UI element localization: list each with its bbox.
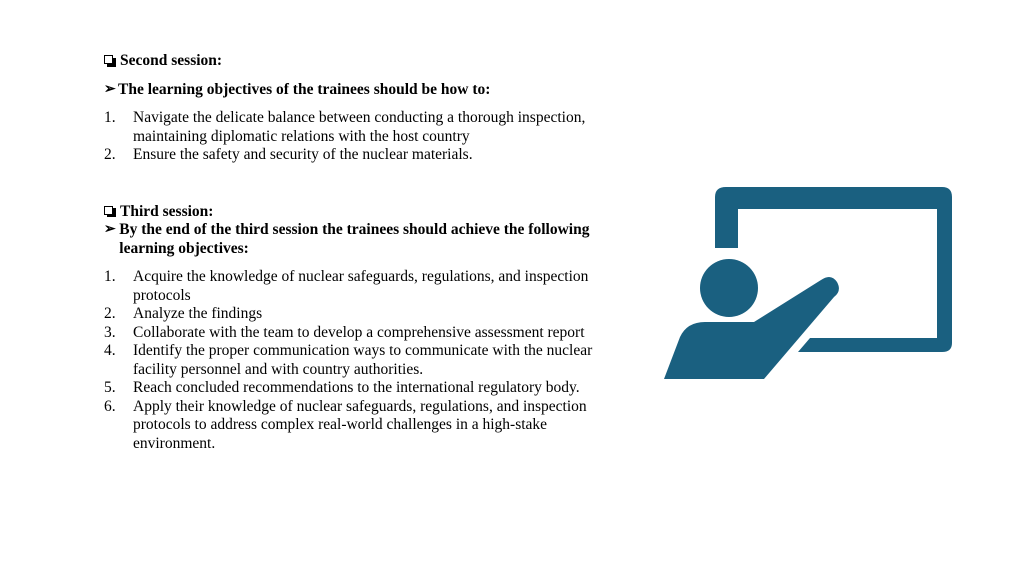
presenter-head [700,259,758,317]
checkbox-bullet-icon [104,206,113,215]
list-item: 2. Analyze the findings [104,305,263,322]
second-session-objectives-list [104,109,604,165]
presenter-at-whiteboard-icon [660,185,956,381]
list-item: 6. Apply their knowledge of nuclear safeguards, regulations, and inspection protocols to address complex real-world challenges in a high-stake environment. [104,397,587,452]
second-session-heading: Second session: [104,52,604,71]
arrow-bullet-icon: ➢ [104,222,116,237]
list-item: 4. Identify the proper communication ways to communicate with the nuclear facility personnel and with country authorities. [104,342,593,378]
checkbox-bullet-icon [104,55,113,64]
arrow-bullet-icon: ➢ [104,81,116,97]
third-session-objectives-list [104,268,604,453]
list-item: 1. Acquire the knowledge of nuclear safeguards, regulations, and inspection protocols [104,268,589,304]
list-item: 1. Navigate the delicate balance between conducting a thorough inspection, maintaining diplomatic relations with the host country [104,109,586,145]
list-item: 5. Reach concluded recommendations to the international regulatory body. [104,379,580,396]
list-item: 3. Collaborate with the team to develop a comprehensive assessment report [104,323,585,341]
third-session-objectives-intro: ➢ By the end of the third session the trainees should achieve the following learning objectives: [104,221,590,257]
list-item: 2. Ensure the safety and security of the nuclear materials. [104,146,473,163]
third-session-heading: Third session: [104,203,604,222]
slide-text-body [104,52,604,453]
second-session-objectives-intro: ➢ The learning objectives of the trainees should be how to: [104,80,491,98]
